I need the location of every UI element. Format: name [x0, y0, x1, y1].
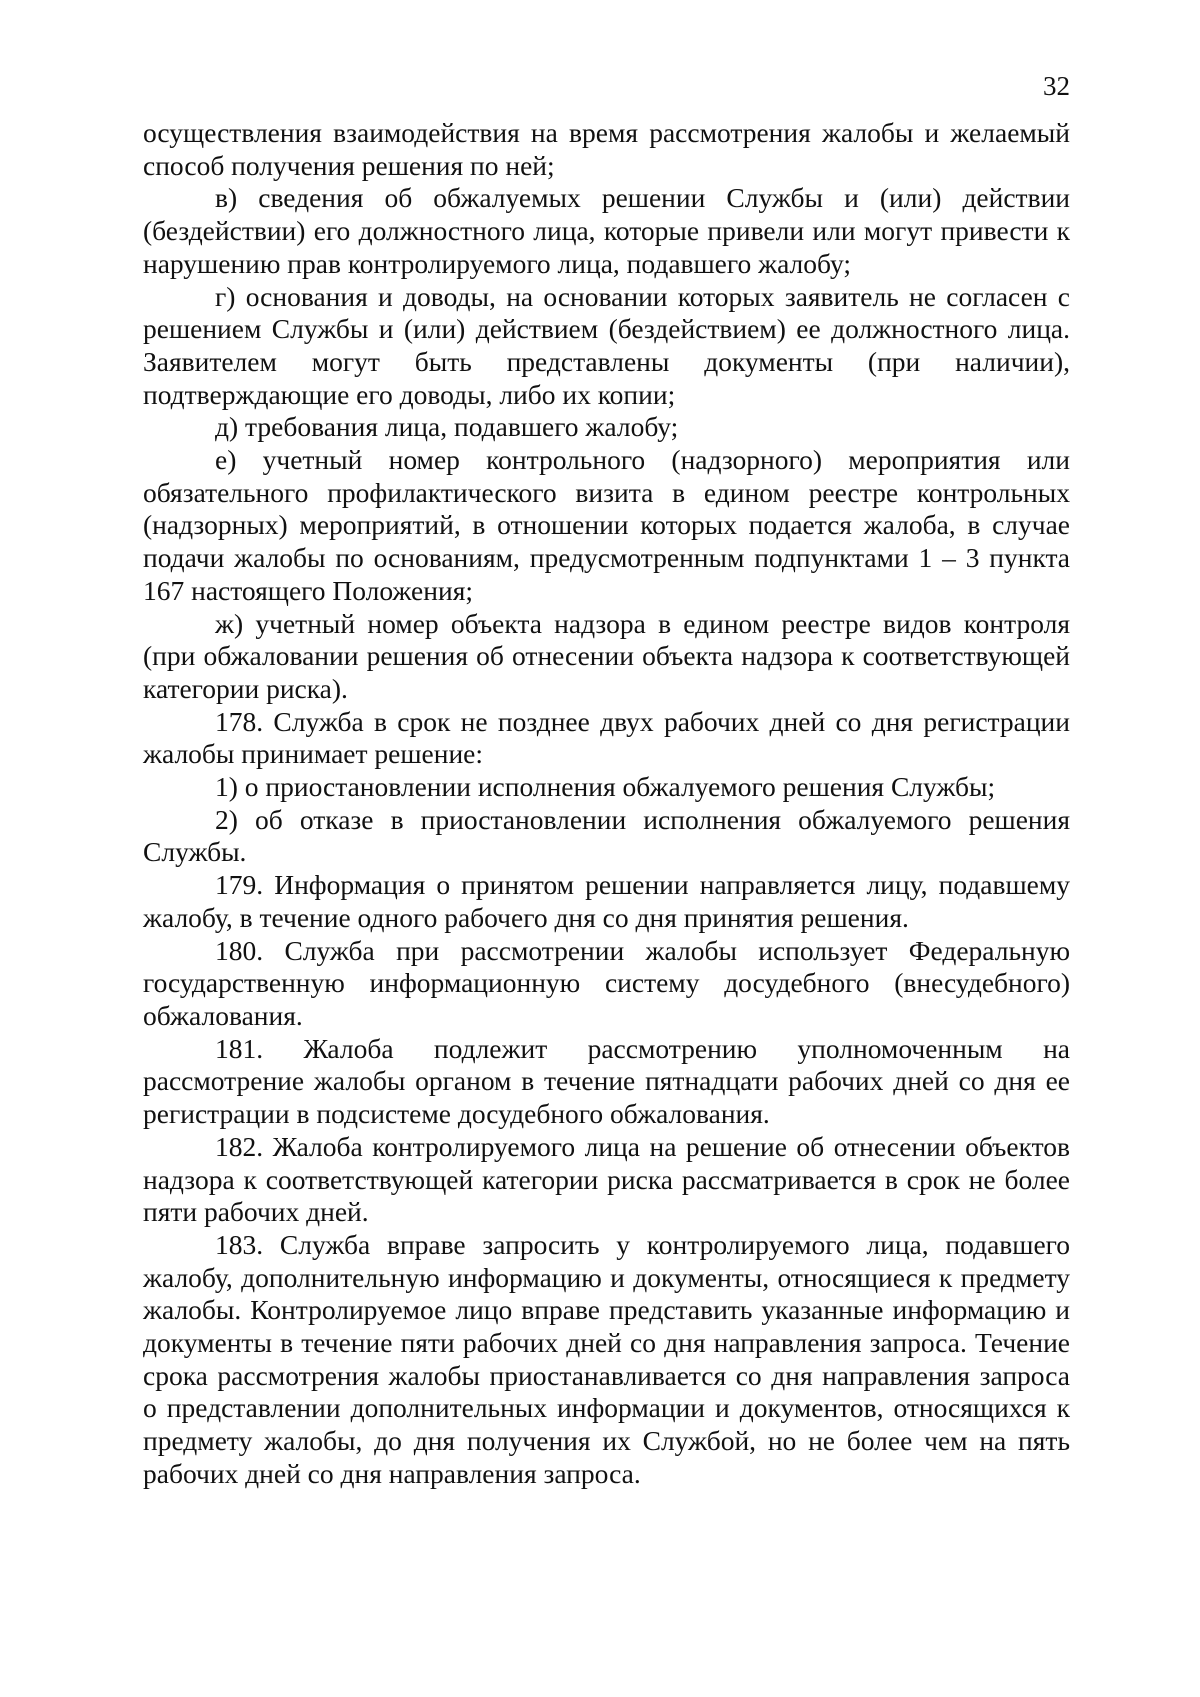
paragraph-item-v: в) сведения об обжалуемых решении Службы и (или) действии (бездействии) его должностного лица, которые привели или могут привести к нарушению прав контролируемого лица, подавшего жалобу; — [143, 182, 1070, 279]
paragraph-178: 178. Служба в срок не позднее двух рабочих дней со дня регистрации жалобы принимает решение: — [143, 705, 1070, 770]
paragraph-182: 182. Жалоба контролируемого лица на решение об отнесении объектов надзора к соответствующей категории риска рассматривается в срок не более пяти рабочих дней. — [143, 1130, 1070, 1228]
paragraph-item-zh: ж) учетный номер объекта надзора в едином реестре видов контроля (при обжаловании решения об отнесении объекта надзора к соответствующей категории риска). — [143, 607, 1070, 704]
paragraph-181: 181. Жалоба подлежит рассмотрению уполномоченным на рассмотрение жалобы органом в течение пятнадцати рабочих дней со дня ее регистрации в подсистеме досудебного обжалования. — [143, 1032, 1070, 1130]
paragraph-178-item-1: 1) о приостановлении исполнения обжалуемого решения Службы; — [215, 771, 996, 803]
paragraph-item-d: д) требования лица, подавшего жалобу; — [215, 411, 679, 443]
paragraph-179: 179. Информация о принятом решении направляется лицу, подавшему жалобу, в течение одного рабочего дня со дня принятия решения. — [143, 869, 1070, 933]
paragraph-item-e: е) учетный номер контрольного (надзорного) мероприятия или обязательного профилактического визита в едином реестре контрольных (надзорных) мероприятий, в отношении которых подается жалоба, в случае подачи жалобы по основаниям, предусмотренным подпунктами 1 – 3 пункта 167 настоящего Положения; — [143, 444, 1070, 606]
paragraph-item-g: г) основания и доводы, на основании которых заявитель не согласен с решением Службы и (или) действием (бездействием) ее должностного лица. Заявителем могут быть представлены документы (при наличии), подтверждающие его доводы, либо их копии; — [143, 280, 1070, 410]
paragraph-continuation: осуществления взаимодействия на время рассмотрения жалобы и желаемый способ получения решения по ней; — [143, 117, 1070, 181]
paragraph-178-item-2: 2) об отказе в приостановлении исполнения обжалуемого решения Службы. — [143, 803, 1070, 868]
page-number: 32 — [1043, 71, 1070, 101]
paragraph-180: 180. Служба при рассмотрении жалобы использует Федеральную государственную информационную систему досудебного (внесудебного) обжалования. — [143, 934, 1070, 1031]
document-body — [143, 117, 1070, 1491]
paragraph-183: 183. Служба вправе запросить у контролируемого лица, подавшего жалобу, дополнительную информацию и документы, относящиеся к предмету жалобы. Контролируемое лицо вправе представить указанные информацию и документы в течение пяти рабочих дней со дня направления запроса. Течение срока рассмотрения жалобы приостанавливается со дня направления запроса о представлении дополнительных информации и документов, относящихся к предмету жалобы, до дня получения их Службой, но не более чем на пять рабочих дней со дня направления запроса. — [143, 1228, 1070, 1489]
